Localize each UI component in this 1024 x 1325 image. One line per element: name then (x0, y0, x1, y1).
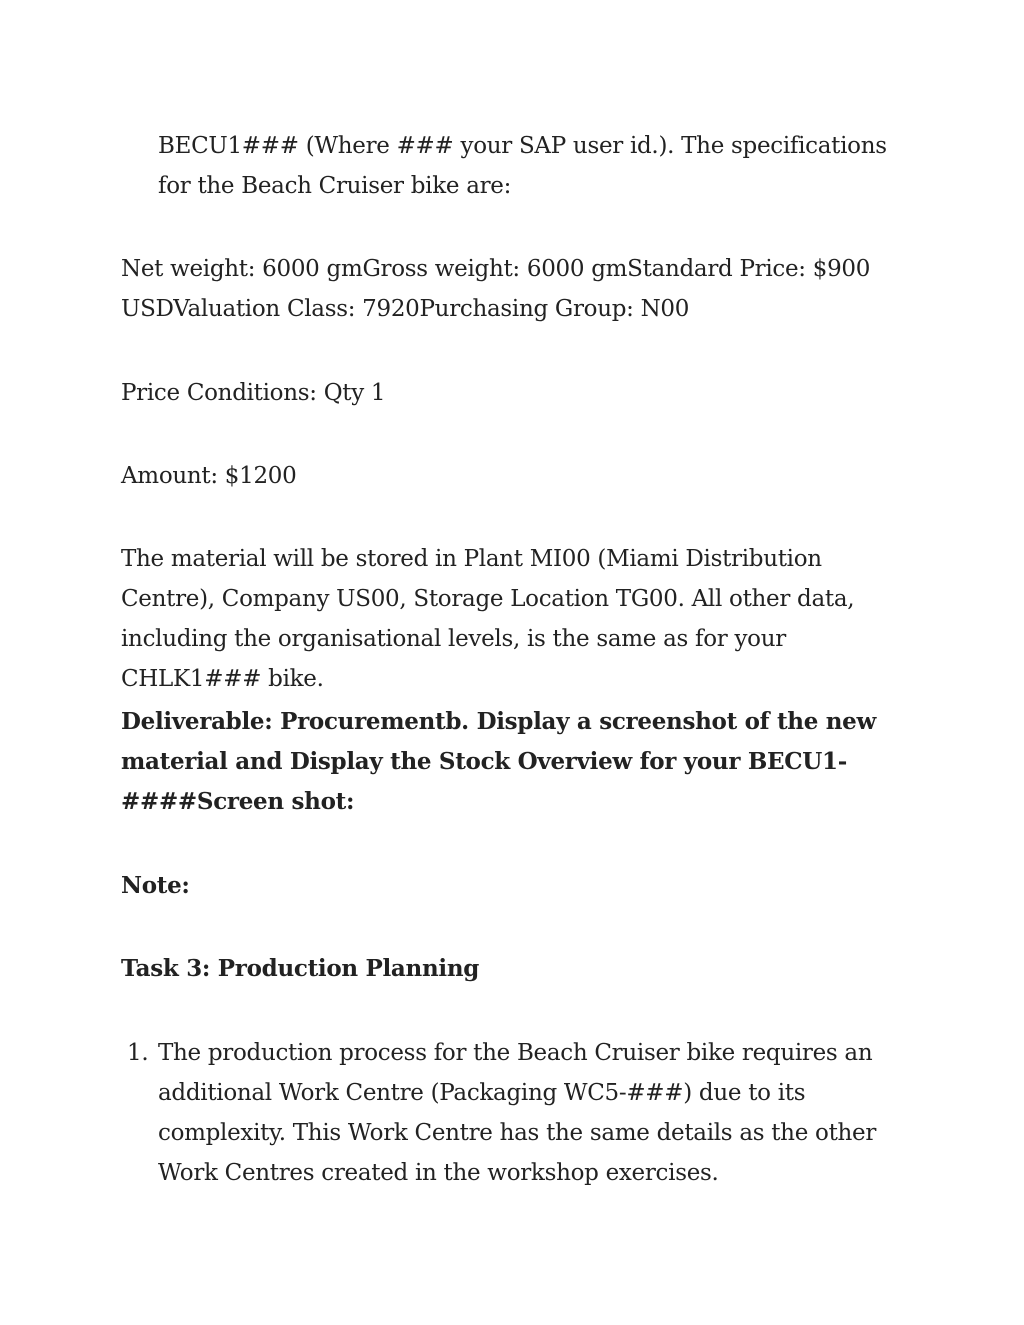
intro-continuation-paragraph: BECU1### (Where ### your SAP user id.). The specifications for the Beach Cruiser bike are: (158, 133, 887, 199)
specifications-paragraph: Net weight: 6000 gmGross weight: 6000 gmStandard Price: $900 USDValuation Class: 7920Purchasing Group: N00 (121, 256, 871, 322)
note-heading: Note: (121, 872, 190, 899)
list-item-text: The production process for the Beach Cruiser bike requires an additional Work Centre (Packaging WC5-###) due to its complexity. This Work Centre has the same details as the other Work Centres created in the workshop exercises. (158, 1040, 877, 1186)
storage-paragraph: The material will be stored in Plant MI00 (Miami Distribution Centre), Company US00, Storage Location TG00. All other data, including the organisational levels, is the same as for your CHLK1### bike. (121, 546, 855, 692)
price-conditions-paragraph: Price Conditions: Qty 1 (121, 380, 386, 406)
list-item-number: 1. (127, 1040, 149, 1066)
amount-paragraph: Amount: $1200 (121, 463, 297, 489)
deliverable-paragraph: Deliverable: Procurementb. Display a screenshot of the new material and Display the Stock Overview for your BECU1-####Screen shot: (121, 708, 876, 815)
task-3-heading: Task 3: Production Planning (121, 955, 480, 982)
